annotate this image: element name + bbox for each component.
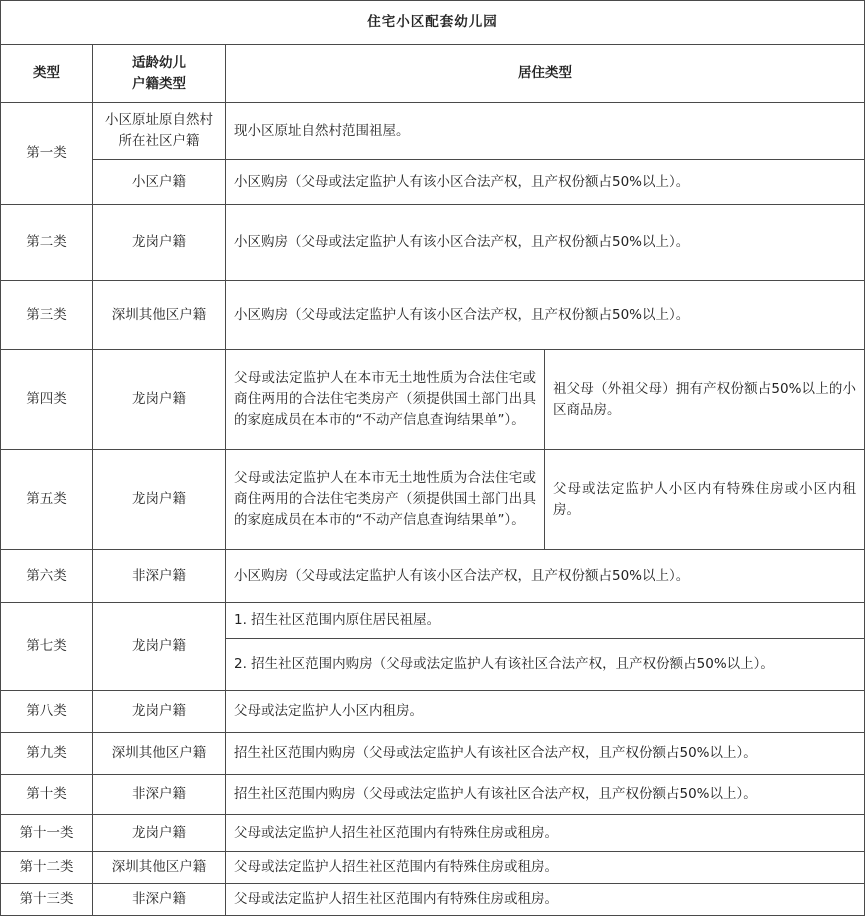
residence-cell-left: 父母或法定监护人在本市无土地性质为合法住宅或商住两用的合法住宅类房产（须提供国土部门出具的家庭成员在本市的“不动产信息查询结果单”）。 [226, 350, 545, 450]
residence-cell: 招生社区范围内购房（父母或法定监护人有该社区合法产权，且产权份额占50%以上）。 [226, 775, 865, 815]
type-cell: 第九类 [1, 733, 93, 775]
huji-cell: 小区户籍 [93, 160, 226, 205]
huji-cell: 龙岗户籍 [93, 815, 226, 852]
type-cell: 第七类 [1, 603, 93, 691]
type-cell: 第三类 [1, 281, 93, 350]
residence-cell: 小区购房（父母或法定监护人有该小区合法产权，且产权份额占50%以上）。 [226, 550, 865, 603]
huji-cell: 深圳其他区户籍 [93, 733, 226, 775]
table-row [1, 450, 865, 550]
huji-cell: 龙岗户籍 [93, 350, 226, 450]
header-huji-line2: 户籍类型 [132, 75, 186, 92]
type-cell: 第十三类 [1, 884, 93, 916]
huji-cell: 非深户籍 [93, 550, 226, 603]
residence-cell-left: 父母或法定监护人在本市无土地性质为合法住宅或商住两用的合法住宅类房产（须提供国土部门出具的家庭成员在本市的“不动产信息查询结果单”）。 [226, 450, 545, 550]
residence-cell: 2. 招生社区范围内购房（父母或法定监护人有该社区合法产权，且产权份额占50%以上）。 [226, 639, 865, 691]
huji-cell: 深圳其他区户籍 [93, 852, 226, 884]
title-row [1, 1, 865, 45]
huji-cell: 非深户籍 [93, 775, 226, 815]
residence-cell-right: 父母或法定监护人小区内有特殊住房或小区内租房。 [545, 450, 865, 550]
type-cell: 第十一类 [1, 815, 93, 852]
residence-cell: 父母或法定监护人招生社区范围内有特殊住房或租房。 [226, 815, 865, 852]
table-row [1, 103, 865, 160]
residence-cell: 小区购房（父母或法定监护人有该小区合法产权，且产权份额占50%以上）。 [226, 205, 865, 281]
residence-cell: 父母或法定监护人小区内租房。 [226, 691, 865, 733]
table-row [1, 160, 865, 205]
residence-cell: 父母或法定监护人招生社区范围内有特殊住房或租房。 [226, 852, 865, 884]
type-cell: 第五类 [1, 450, 93, 550]
residence-cell: 父母或法定监护人招生社区范围内有特殊住房或租房。 [226, 884, 865, 916]
type-cell: 第二类 [1, 205, 93, 281]
table-row [1, 775, 865, 815]
header-residence: 居住类型 [226, 45, 865, 103]
type-cell: 第十类 [1, 775, 93, 815]
residence-cell: 小区购房（父母或法定监护人有该小区合法产权，且产权份额占50%以上）。 [226, 281, 865, 350]
huji-cell: 龙岗户籍 [93, 691, 226, 733]
table-row [1, 281, 865, 350]
header-row [1, 45, 865, 103]
table-row [1, 205, 865, 281]
table-row [1, 350, 865, 450]
table-row [1, 815, 865, 852]
residence-cell: 现小区原址自然村范围祖屋。 [226, 103, 865, 160]
header-type: 类型 [1, 45, 93, 103]
type-cell: 第十二类 [1, 852, 93, 884]
table-title: 住宅小区配套幼儿园 [1, 1, 865, 45]
huji-cell: 龙岗户籍 [93, 205, 226, 281]
table-row [1, 733, 865, 775]
table-row [1, 852, 865, 884]
table-row [1, 691, 865, 733]
type-cell: 第八类 [1, 691, 93, 733]
huji-cell: 龙岗户籍 [93, 450, 226, 550]
huji-cell: 深圳其他区户籍 [93, 281, 226, 350]
residence-cell: 1. 招生社区范围内原住居民祖屋。 [226, 603, 865, 639]
header-huji-line1: 适龄幼儿 [132, 54, 186, 71]
residence-cell-right: 祖父母（外祖父母）拥有产权份额占50%以上的小区商品房。 [545, 350, 865, 450]
header-huji [93, 45, 226, 103]
huji-cell: 龙岗户籍 [93, 603, 226, 691]
table-row [1, 550, 865, 603]
type-cell: 第四类 [1, 350, 93, 450]
residence-cell: 招生社区范围内购房（父母或法定监护人有该社区合法产权，且产权份额占50%以上）。 [226, 733, 865, 775]
table-row [1, 603, 865, 639]
table-row [1, 884, 865, 916]
huji-cell: 非深户籍 [93, 884, 226, 916]
type-cell: 第一类 [1, 103, 93, 205]
residence-cell: 小区购房（父母或法定监护人有该小区合法产权，且产权份额占50%以上）。 [226, 160, 865, 205]
type-cell: 第六类 [1, 550, 93, 603]
huji-cell: 小区原址原自然村所在社区户籍 [93, 103, 226, 160]
